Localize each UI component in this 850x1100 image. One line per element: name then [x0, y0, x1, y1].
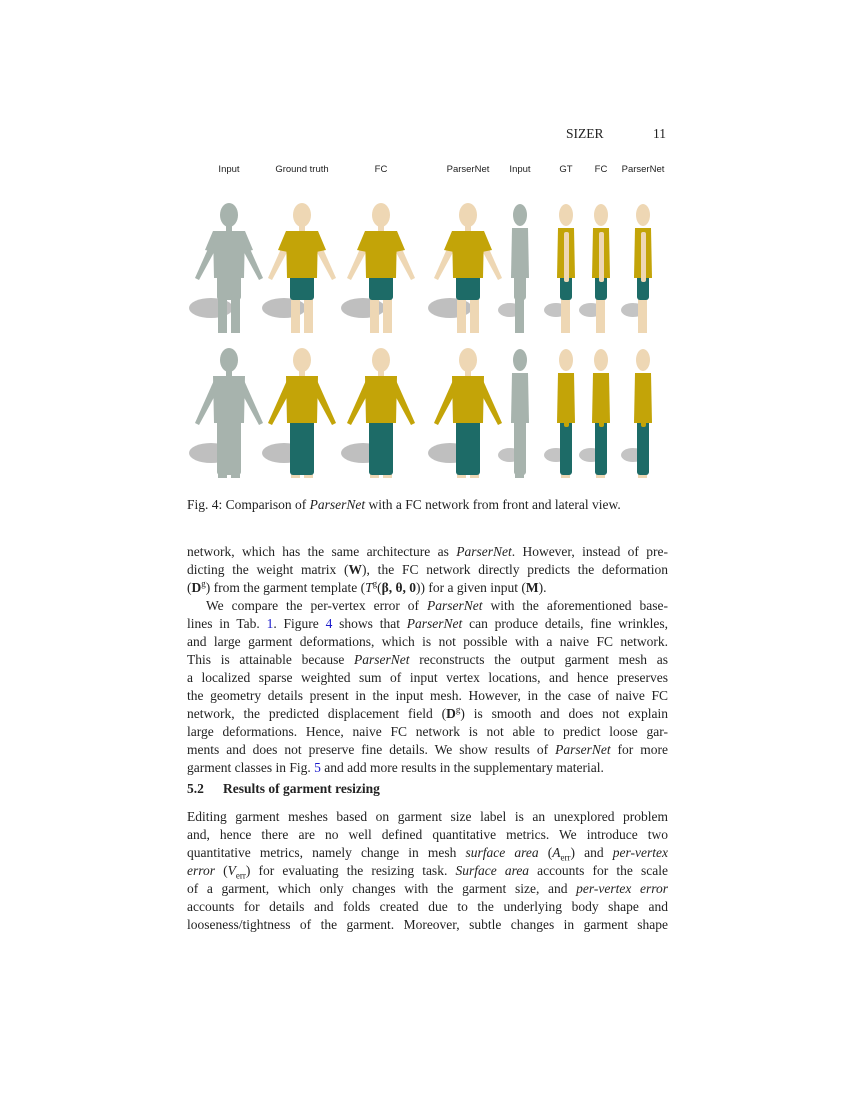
- text-span: and large garment deformations, which is not possible with a naive FC network.: [187, 634, 668, 649]
- text-span: reconstructs the output garment mesh as: [409, 652, 668, 667]
- column-label: ParserNet: [446, 164, 490, 175]
- text-span: the geometry details present in the input mesh. However, in the case of naive FC: [187, 688, 668, 703]
- head: [594, 349, 608, 371]
- text-line: [187, 669, 668, 687]
- column-label: FC: [374, 164, 388, 175]
- text-span: err: [560, 852, 571, 863]
- arm: [599, 232, 604, 282]
- text-span: network, which has the same architecture as: [187, 544, 457, 559]
- shirt: [452, 231, 484, 278]
- text-span: D: [446, 706, 456, 721]
- text-span: ParserNet: [427, 598, 483, 613]
- text-span: large deformations. Hence, naive FC network is not able to predict loose gar-: [187, 724, 668, 739]
- text-span: accounts for details and folds created due to the underlying body shape and: [187, 899, 668, 914]
- text-span: ) and: [570, 845, 613, 860]
- head: [636, 204, 650, 226]
- text-span: can produce details, fine wrinkles,: [462, 616, 669, 631]
- text-span: ments and does not preserve fine details. We show results of: [187, 742, 556, 757]
- text-line: [187, 543, 668, 561]
- text-span: M: [525, 580, 539, 595]
- text-span: ) for evaluating the resizing task.: [245, 863, 456, 878]
- running-header: SIZER: [566, 126, 604, 141]
- text-span: ParserNet: [406, 616, 463, 631]
- text-span: ).: [538, 580, 547, 595]
- page-number: 11: [653, 126, 666, 141]
- reference-link[interactable]: 1: [266, 616, 274, 631]
- text-span: looseness/tightness of the garment. Moreover, subtle changes in garment shape: [187, 917, 668, 932]
- text-line: [187, 844, 668, 862]
- text-span: ParserNet: [354, 652, 410, 667]
- head: [220, 203, 238, 227]
- text-span: per-vertex: [612, 845, 668, 860]
- text-span: ParserNet: [456, 544, 512, 559]
- shirt: [286, 231, 318, 278]
- text-line: [187, 651, 668, 669]
- text-span: W: [348, 562, 363, 577]
- column-label: ParserNet: [621, 164, 665, 175]
- text-span: ), the FC network directly predicts the deformation: [362, 562, 668, 577]
- text-span: ParserNet: [555, 742, 611, 757]
- arm: [641, 377, 646, 427]
- text-span: g: [372, 578, 378, 589]
- head: [459, 203, 477, 227]
- arm: [564, 232, 569, 282]
- pants: [456, 415, 480, 475]
- text-span: (: [187, 580, 192, 595]
- text-span: (: [538, 845, 553, 860]
- shirt: [213, 376, 245, 423]
- shirt: [213, 231, 245, 278]
- text-line: [187, 723, 668, 741]
- text-span: Editing garment meshes based on garment size label is an unexplored problem: [187, 809, 668, 824]
- text-line: [187, 615, 668, 633]
- arm: [518, 232, 523, 282]
- head: [293, 348, 311, 372]
- arm: [641, 232, 646, 282]
- text-span: This is attainable because: [187, 652, 355, 667]
- arm: [564, 377, 569, 427]
- text-line: [187, 633, 668, 651]
- text-span: ) is smooth and does not explain: [460, 706, 668, 721]
- text-line: [187, 826, 668, 844]
- head: [293, 203, 311, 227]
- column-label: Input: [218, 164, 240, 175]
- arm: [518, 377, 523, 427]
- text-span: per-vertex error: [576, 881, 668, 896]
- text-span: a localized sparse weighted sum of input vertex locations, and hence preserves: [187, 670, 668, 685]
- head: [594, 204, 608, 226]
- text-span: with the aforementioned base-: [482, 598, 668, 613]
- text-span: and, hence there are no well defined quantitative metrics. We introduce two: [187, 827, 668, 842]
- section-heading: 5.2 Results of garment resizing: [187, 781, 380, 796]
- figure-caption: Fig. 4: Comparison of ParserNet with a FC network from front and lateral view.: [187, 497, 621, 512]
- text-span: )) for a given input (: [416, 580, 526, 595]
- figure-garment-comparison: [185, 190, 670, 485]
- text-span: dicting the weight matrix (: [187, 562, 349, 577]
- text-line: [187, 705, 668, 723]
- shirt: [286, 376, 318, 423]
- text-span: g: [455, 704, 461, 715]
- text-line: [187, 561, 668, 579]
- text-span: surface area: [465, 845, 539, 860]
- text-line: [187, 597, 668, 615]
- head: [459, 348, 477, 372]
- head: [372, 203, 390, 227]
- head: [372, 348, 390, 372]
- text-line: [187, 916, 668, 934]
- column-label: Input: [509, 164, 531, 175]
- head: [220, 348, 238, 372]
- text-span: g: [201, 578, 206, 589]
- shirt: [452, 376, 484, 423]
- text-line: [187, 898, 668, 916]
- column-label: Ground truth: [275, 164, 329, 175]
- text-line: [187, 687, 668, 705]
- text-span: accounts for the scale: [529, 863, 668, 878]
- text-line: [187, 579, 668, 597]
- text-line: [187, 808, 668, 826]
- text-span: T: [365, 580, 373, 595]
- text-span: quantitative metrics, namely change in mesh: [187, 845, 466, 860]
- text-span: lines in Tab.: [187, 616, 267, 631]
- pants: [217, 415, 241, 475]
- text-span: V: [227, 863, 236, 878]
- text-span: β, θ, 0: [381, 580, 416, 595]
- text-span: D: [191, 580, 202, 595]
- column-label: FC: [594, 164, 608, 175]
- text-span: ) from the garment template (: [205, 580, 366, 595]
- text-line: [187, 741, 668, 759]
- text-span: . Figure: [273, 616, 326, 631]
- arm: [599, 377, 604, 427]
- head: [513, 349, 527, 371]
- reference-link[interactable]: 4: [325, 616, 333, 631]
- text-span: of a garment, which only changes with the garment size, and: [187, 881, 577, 896]
- pants: [369, 415, 393, 475]
- text-span: We compare the per-vertex error of: [206, 598, 427, 613]
- head: [559, 204, 573, 226]
- shirt: [365, 376, 397, 423]
- column-label: GT: [559, 164, 573, 175]
- head: [513, 204, 527, 226]
- text-span: for more: [610, 742, 669, 757]
- text-line: [187, 862, 668, 880]
- reference-link[interactable]: 5: [314, 760, 321, 775]
- text-span: shows that: [332, 616, 407, 631]
- text-span: and add more results in the supplementary material.: [320, 760, 604, 775]
- shirt: [365, 231, 397, 278]
- pants: [290, 415, 314, 475]
- text-span: Surface area: [455, 863, 530, 878]
- text-span: network, the predicted displacement field (: [187, 706, 447, 721]
- text-span: (: [377, 580, 382, 595]
- text-span: err: [235, 870, 246, 881]
- text-span: error: [187, 863, 216, 878]
- text-line: [187, 759, 668, 777]
- text-span: garment classes in Fig.: [187, 760, 315, 775]
- text-span: A: [552, 845, 561, 860]
- head: [636, 349, 650, 371]
- text-span: (: [215, 863, 228, 878]
- text-span: . However, instead of pre-: [511, 544, 669, 559]
- head: [559, 349, 573, 371]
- text-line: [187, 880, 668, 898]
